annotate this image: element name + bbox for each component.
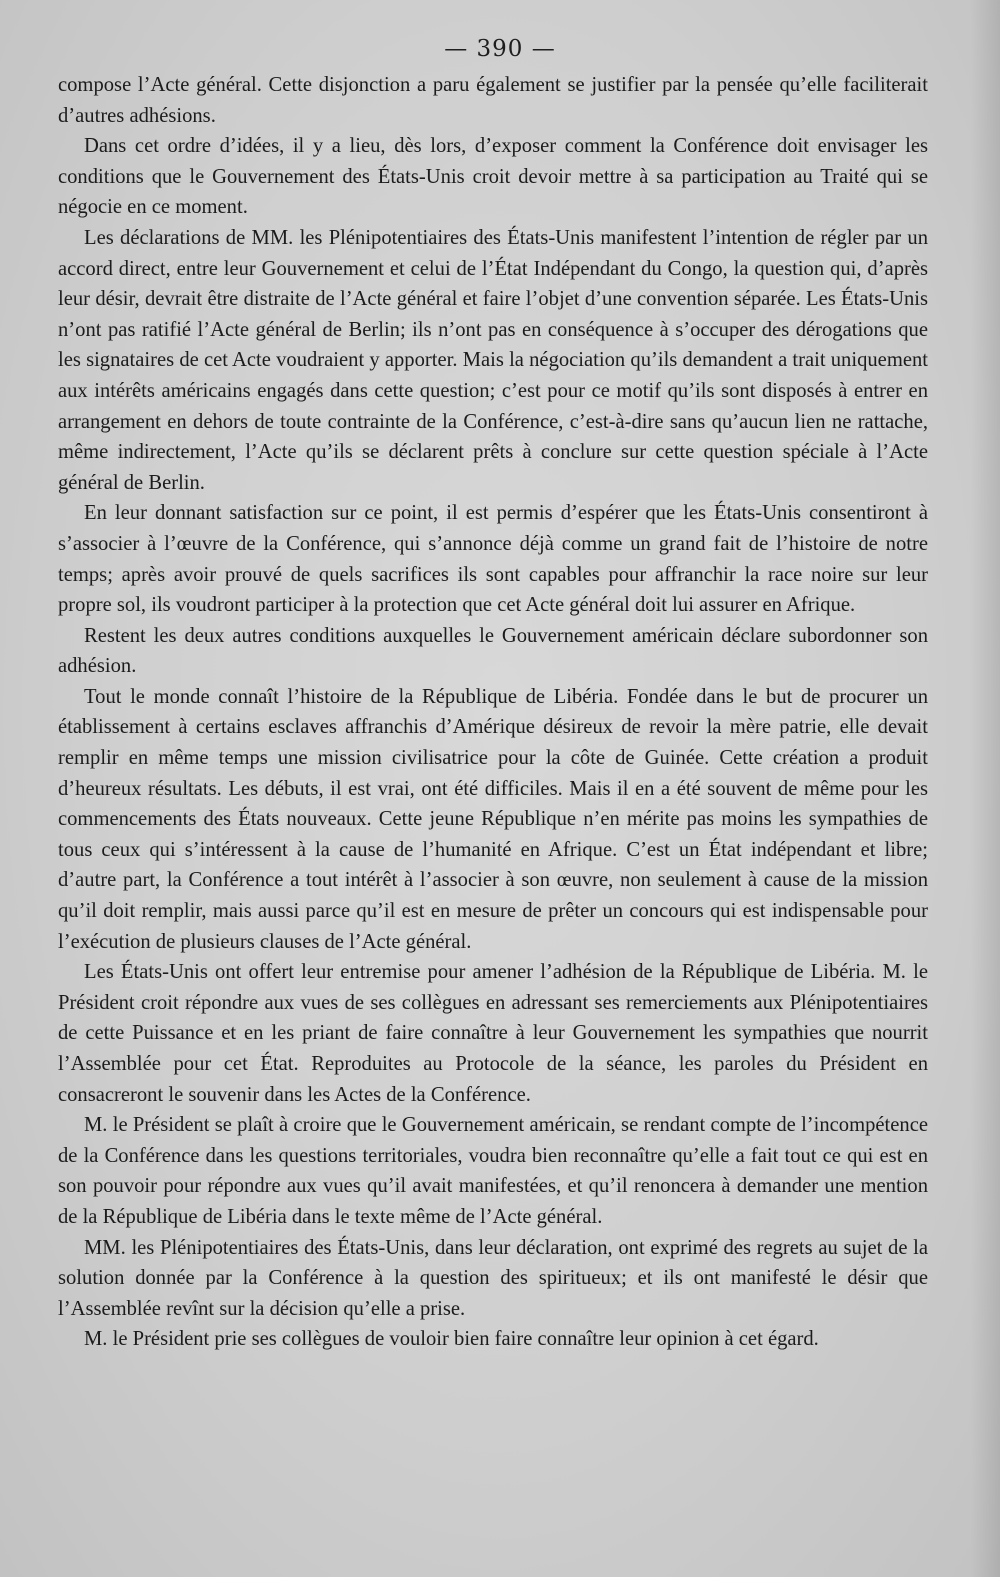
paragraph-1: compose l’Acte général. Cette disjonction a paru également se justifier par la pensée qu’elle faciliterait d’autres adhésions. [58, 74, 928, 127]
paragraph-8: M. le Président se plaît à croire que le Gouvernement américain, se rendant compte de l’incompétence de la Conférence dans les questions territoriales, voudra bien reconnaître qu’elle a fait tout ce qui est en son pouvoir pour répondre aux vues qu’il avait manifestées, et qu’il renoncera à demander une mention de la République de Libéria dans le texte même de l’Acte général. [58, 1114, 928, 1228]
paragraph-10: M. le Président prie ses collègues de vouloir bien faire connaître leur opinion à cet égard. [84, 1328, 819, 1351]
paragraph-7: Les États-Unis ont offert leur entremise pour amener l’adhésion de la République de Libéria. M. le Président croit répondre aux vues de ses collègues en adressant ses remerciements aux Plénipotentiaires de cette Puissance et en les priant de faire connaître à leur Gouvernement les sympathies que nourrit l’Assemblée pour cet État. Reproduites au Protocole de la séance, les paroles du Président en consacreront le souvenir dans les Actes de la Conférence. [58, 961, 928, 1106]
page-number: — 390 — [444, 36, 556, 62]
paragraph-4: En leur donnant satisfaction sur ce point, il est permis d’espérer que les États-Unis consentiront à s’associer à l’œuvre de la Conférence, qui s’annonce déjà comme un grand fait de l’histoire de notre temps; après avoir prouvé de quels sacrifices ils sont capables pour affranchir la race noire sur leur propre sol, ils voudront participer à la protection que cet Acte général doit lui assurer en Afrique. [58, 502, 928, 617]
body-text [58, 70, 928, 1355]
paragraph-3: Les déclarations de MM. les Plénipotentiaires des États-Unis manifestent l’intention de régler par un accord direct, entre leur Gouvernement et celui de l’État Indépendant du Congo, la question qui, d’après leur désir, devrait être distraite de l’Acte général et faire l’objet d’une convention séparée. Les États-Unis n’ont pas ratifié l’Acte général de Berlin; ils n’ont pas en conséquence à s’occuper des dérogations que les signataires de cet Acte voudraient y apporter. Mais la négociation qu’ils demandent a trait uniquement aux intérêts américains engagés dans cette question; c’est pour ce motif qu’ils sont disposés à entrer en arrangement en dehors de toute contrainte de la Conférence, c’est-à-dire sans qu’aucun lien ne rattache, même indirectement, l’Acte qu’ils se déclarent prêts à conclure sur cette question spéciale à l’Acte général de Berlin. [58, 226, 928, 494]
paragraph-2: Dans cet ordre d’idées, il y a lieu, dès lors, d’exposer comment la Conférence doit envisager les conditions que le Gouvernement des États-Unis croit devoir mettre à sa participation au Traité qui se négocie en ce moment. [58, 135, 928, 219]
page-edge-shadow [970, 0, 1000, 1577]
paragraph-5: Restent les deux autres conditions auxquelles le Gouvernement américain déclare subordonner son adhésion. [58, 624, 928, 678]
paragraph-9: MM. les Plénipotentiaires des États-Unis, dans leur déclaration, ont exprimé des regrets au sujet de la solution donnée par la Conférence à la question des spiritueux; et ils ont manifesté le désir que l’Assemblée revînt sur la décision qu’elle a prise. [58, 1236, 928, 1320]
paragraph-6: Tout le monde connaît l’histoire de la République de Libéria. Fondée dans le but de procurer un établissement à certains esclaves affranchis d’Amérique désireux de revoir la mère patrie, elle devait remplir en même temps une mission civilisatrice pour la côte de Guinée. Cette création a produit d’heureux résultats. Les débuts, il est vrai, ont été difficiles. Mais il en a été souvent de même pour les commencements des États nouveaux. Cette jeune République n’en mérite pas moins les sympathies de tous ceux qui s’intéressent à la cause de l’humanité en Afrique. C’est un État indépendant et libre; d’autre part, la Conférence a tout intérêt à l’associer à son œuvre, non seulement à cause de la mission qu’il doit remplir, mais aussi parce qu’il est en mesure de prêter un concours qui est indispensable pour l’exécution de plusieurs clauses de l’Acte général. [58, 685, 928, 953]
